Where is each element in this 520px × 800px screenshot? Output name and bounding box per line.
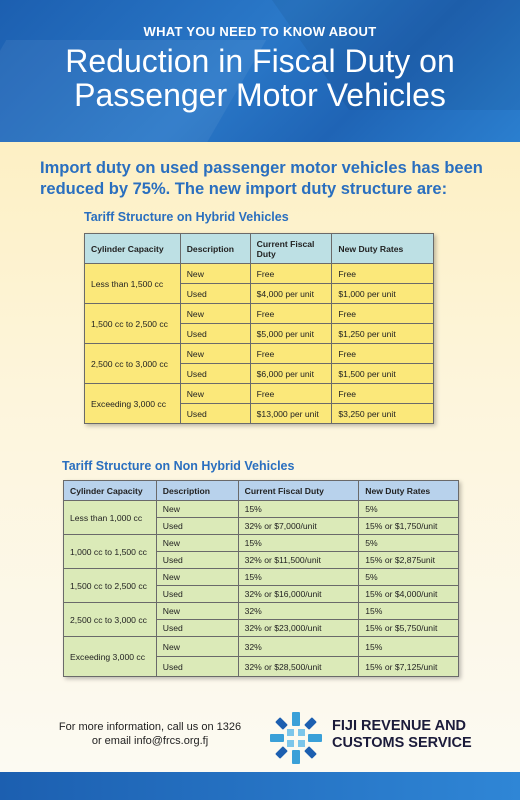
header-banner [0,0,520,142]
description-cell: New [180,304,250,324]
description-cell: Used [180,404,250,424]
lead-line-2: reduced by 75%. The new import duty structure are: [40,180,448,198]
frcs-logo-icon [268,710,324,766]
new-rate-cell: 15% [359,637,459,657]
new-rate-cell: $3,250 per unit [332,404,434,424]
footer-bar [0,772,520,800]
new-rate-cell: 5% [359,535,459,552]
description-cell: New [180,264,250,284]
new-rate-cell: 15% or $5,750/unit [359,620,459,637]
description-cell: New [156,535,238,552]
current-duty-cell: 32% or $28,500/unit [238,657,359,677]
description-cell: New [156,603,238,620]
new-rate-cell: 15% or $7,125/unit [359,657,459,677]
current-duty-cell: $5,000 per unit [250,324,332,344]
header-kicker: WHAT YOU NEED TO KNOW ABOUT [143,24,377,39]
description-cell: New [156,637,238,657]
current-duty-cell: 15% [238,569,359,586]
new-rate-cell: 15% or $4,000/unit [359,586,459,603]
description-cell: Used [156,586,238,603]
org-name-line-1: FIJI REVENUE AND [332,718,467,734]
capacity-cell: 1,500 cc to 2,500 cc [85,304,181,344]
hybrid-tariff-table [84,233,434,424]
new-rate-cell: Free [332,384,434,404]
current-duty-cell: 32% or $11,500/unit [238,552,359,569]
current-duty-cell: 32% or $7,000/unit [238,518,359,535]
new-rate-cell: 15% [359,603,459,620]
page-title [0,44,520,112]
new-rate-cell: 5% [359,569,459,586]
current-duty-cell: 32% [238,637,359,657]
capacity-cell: 1,000 cc to 1,500 cc [64,535,157,569]
table-row [64,637,459,657]
current-duty-cell: $13,000 per unit [250,404,332,424]
description-cell: New [180,384,250,404]
org-name-line-2: CUSTOMS SERVICE [332,735,472,751]
current-duty-cell: Free [250,344,332,364]
description-cell: Used [156,552,238,569]
capacity-cell: Exceeding 3,000 cc [85,384,181,424]
new-rate-cell: 15% or $2,875unit [359,552,459,569]
description-cell: New [180,344,250,364]
description-cell: Used [180,324,250,344]
description-cell: Used [156,620,238,637]
description-cell: Used [156,657,238,677]
table-row [64,603,459,620]
current-duty-cell: 32% [238,603,359,620]
capacity-cell: 2,500 cc to 3,000 cc [64,603,157,637]
current-duty-cell: 32% or $16,000/unit [238,586,359,603]
contact-email[interactable]: or email info@frcs.org.fj [91,735,209,747]
title-line-1: Reduction in Fiscal Duty on [65,43,455,79]
new-rate-cell: Free [332,264,434,284]
table-row [85,344,434,364]
capacity-cell: 1,500 cc to 2,500 cc [64,569,157,603]
column-header: Cylinder Capacity [85,234,181,264]
column-header: New Duty Rates [332,234,434,264]
table-row [85,264,434,284]
contact-info [30,720,270,748]
table-header-row [64,481,459,501]
table-row [85,304,434,324]
capacity-cell: Less than 1,000 cc [64,501,157,535]
table-row [64,569,459,586]
current-duty-cell: Free [250,264,332,284]
current-duty-cell: 15% [238,535,359,552]
org-name [332,718,512,752]
column-header: Current Fiscal Duty [250,234,332,264]
nonhybrid-section-title: Tariff Structure on Non Hybrid Vehicles [62,459,295,473]
current-duty-cell: $6,000 per unit [250,364,332,384]
new-rate-cell: $1,250 per unit [332,324,434,344]
new-rate-cell: 5% [359,501,459,518]
capacity-cell: Less than 1,500 cc [85,264,181,304]
column-header: New Duty Rates [359,481,459,501]
lead-statement [40,158,500,200]
column-header: Current Fiscal Duty [238,481,359,501]
current-duty-cell: 32% or $23,000/unit [238,620,359,637]
table-row [85,384,434,404]
table-header-row [85,234,434,264]
current-duty-cell: $4,000 per unit [250,284,332,304]
current-duty-cell: 15% [238,501,359,518]
description-cell: New [156,501,238,518]
column-header: Description [180,234,250,264]
description-cell: New [156,569,238,586]
new-rate-cell: $1,000 per unit [332,284,434,304]
capacity-cell: Exceeding 3,000 cc [64,637,157,677]
lead-line-1: Import duty on used passenger motor vehicles has been [40,159,483,177]
current-duty-cell: Free [250,384,332,404]
new-rate-cell: $1,500 per unit [332,364,434,384]
description-cell: Used [156,518,238,535]
new-rate-cell: 15% or $1,750/unit [359,518,459,535]
capacity-cell: 2,500 cc to 3,000 cc [85,344,181,384]
current-duty-cell: Free [250,304,332,324]
column-header: Cylinder Capacity [64,481,157,501]
description-cell: Used [180,364,250,384]
column-header: Description [156,481,238,501]
nonhybrid-tariff-table [63,480,459,677]
table-row [64,501,459,518]
new-rate-cell: Free [332,304,434,324]
table-row [64,535,459,552]
new-rate-cell: Free [332,344,434,364]
description-cell: Used [180,284,250,304]
hybrid-section-title: Tariff Structure on Hybrid Vehicles [84,210,289,224]
title-line-2: Passenger Motor Vehicles [74,77,446,113]
contact-phone: For more information, call us on 1326 [58,721,242,733]
